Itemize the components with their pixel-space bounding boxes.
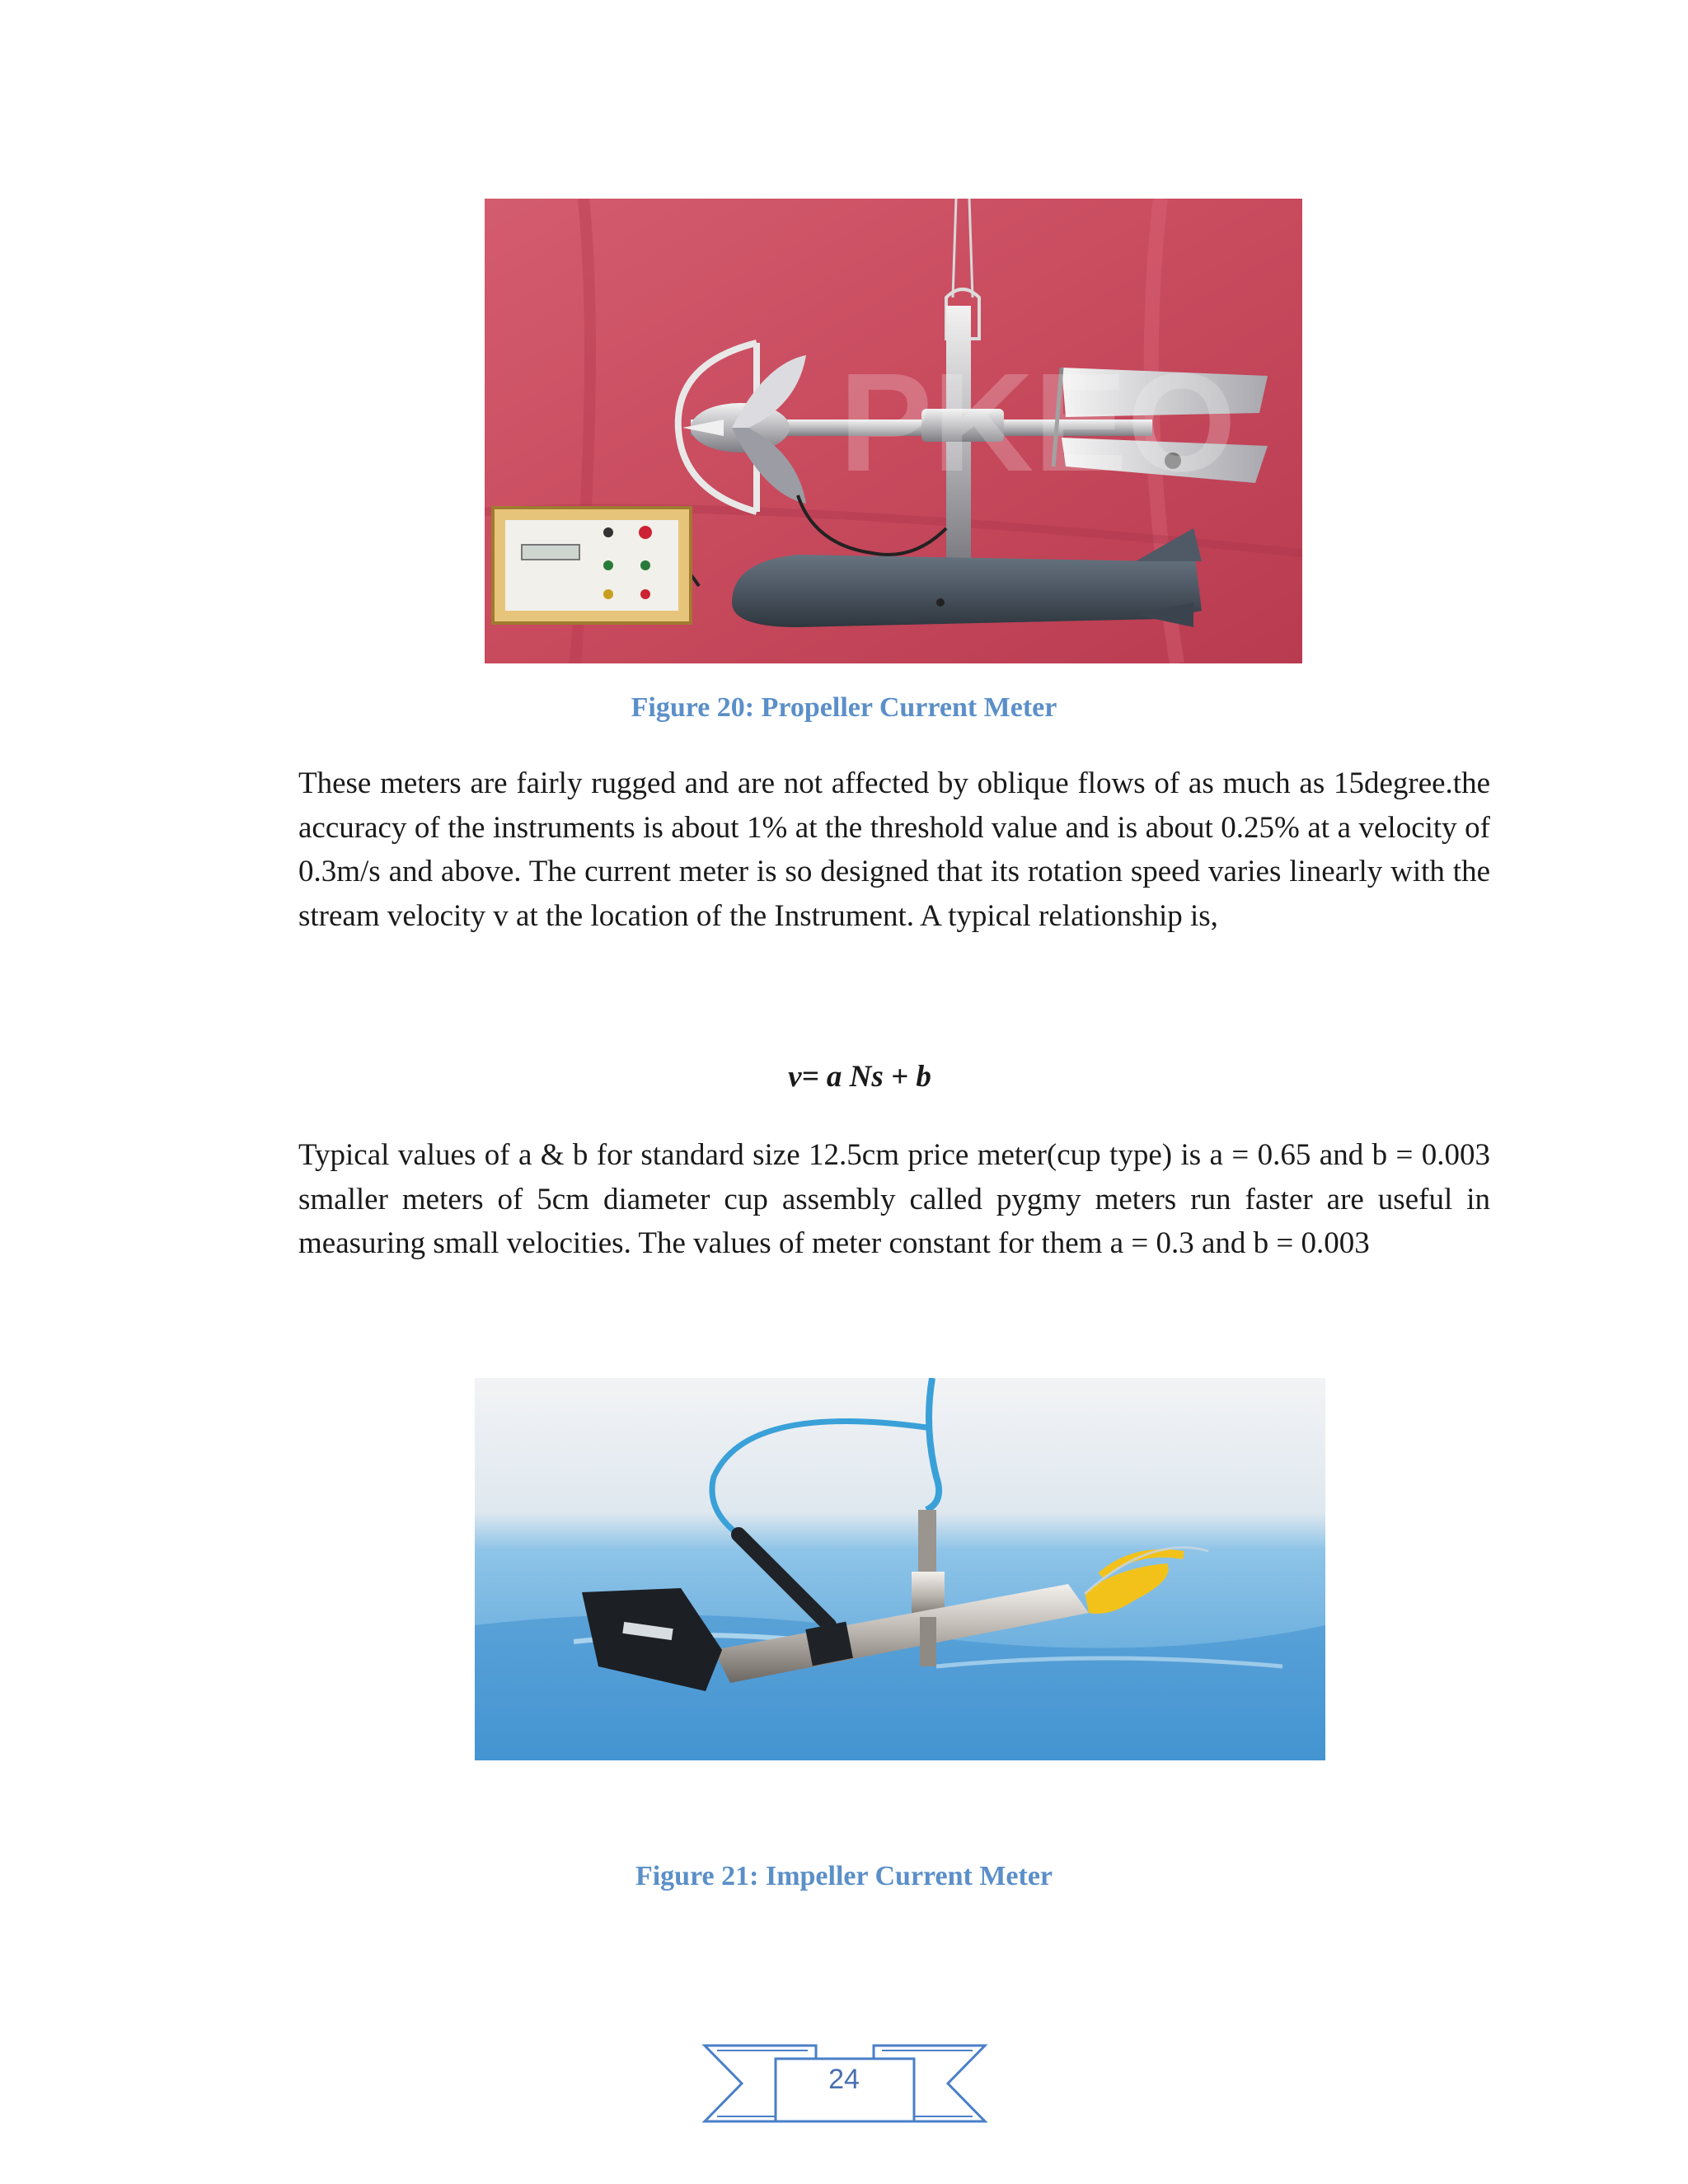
figure-21-caption: Figure 21: Impeller Current Meter (635, 1861, 1053, 1891)
watermark-text: PKEO (839, 344, 1236, 501)
figure-21-image (475, 1378, 1325, 1760)
figure-20-caption: Figure 20: Propeller Current Meter (631, 692, 1057, 723)
impeller-current-meter-photo (475, 1378, 1325, 1760)
body-paragraph-2: Typical values of a & b for standard size 12.5cm price meter(cup type) is a = 0.65 and b = 0.003 smaller meters of 5cm diameter cup assembly called pygmy meters run faster are useful in measuring small velocities. The values of meter constant for them a = 0.3 and b = 0.003 (298, 1138, 1490, 1260)
equation: v= a Ns + b (788, 1060, 931, 1094)
propeller-current-meter-photo (485, 199, 1302, 663)
body-paragraph-1: These meters are fairly rugged and are not affected by oblique flows of as much as 15degree.the accuracy of the instruments is about 1% at the threshold value and is about 0.25% at a velocity of 0.3m/s and above. The current meter is so designed that its rotation speed varies linearly with the stream velocity v at the location of the Instrument. A typical relationship is, (298, 766, 1490, 933)
page-number: 24 (828, 2064, 860, 2095)
figure-20-image (485, 199, 1302, 663)
